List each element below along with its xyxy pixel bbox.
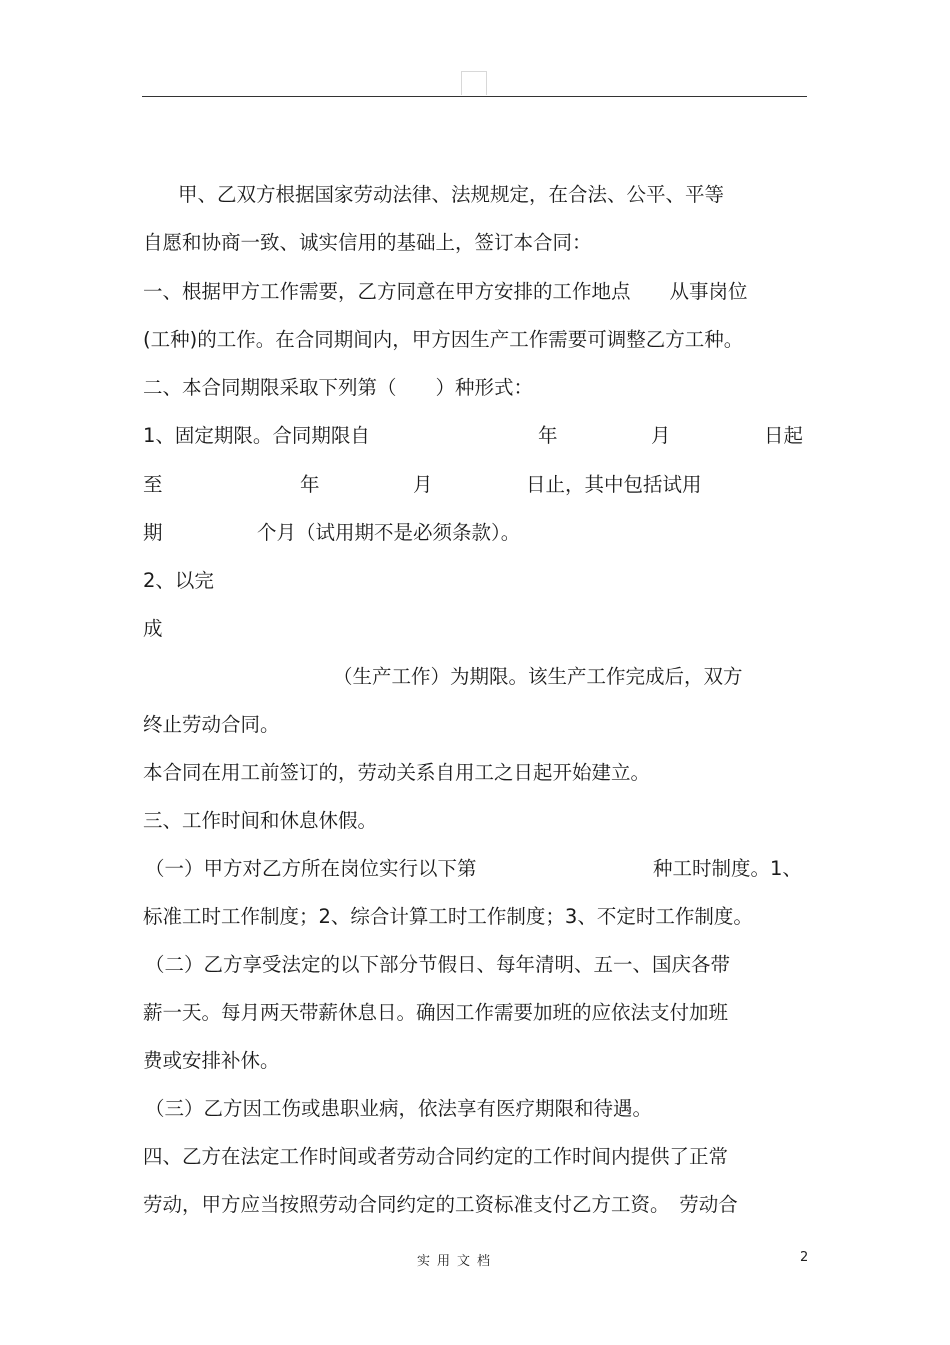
paragraph-line: 种工时制度。1、 [653,857,802,880]
paragraph-line: 本合同在用工前签订的，劳动关系自用工之日起开始建立。 [143,761,651,784]
paragraph-line: 个月（试用期不是必须条款）。 [257,521,521,544]
paragraph-line: 期 [143,521,163,544]
paragraph-line: 1、固定期限。合同期限自 [143,424,370,447]
paragraph-line: （三）乙方因工伤或患职业病，依法享有医疗期限和待遇。 [145,1097,653,1120]
paragraph-line: （一）甲方对乙方所在岗位实行以下第 [145,857,477,880]
paragraph-line: 四、乙方在法定工作时间或者劳动合同约定的工作时间内提供了正常 [143,1145,729,1168]
paragraph-line: 甲、乙双方根据国家劳动法律、法规规定，在合法、公平、平等 [178,183,725,206]
paragraph-line: 2、以完 [143,569,214,592]
paragraph-line: 至 [143,473,163,496]
paragraph-line: 标准工时工作制度；2、综合计算工时工作制度；3、不定时工作制度。 [143,905,753,928]
header-mark [461,71,487,95]
paragraph-line: 费或安排补休。 [143,1049,280,1072]
paragraph-line: 一、根据甲方工作需要，乙方同意在甲方安排的工作地点 从事岗位 [143,280,748,303]
blank-label-month: 月 [651,424,671,447]
paragraph-line: 成 [143,617,163,640]
paragraph-line: 薪一天。每月两天带薪休息日。确因工作需要加班的应依法支付加班 [143,1001,729,1024]
footer-label: 实用文档 [417,1254,498,1269]
blank-label-month: 月 [413,473,433,496]
paragraph-line: 终止劳动合同。 [143,713,280,736]
page-number: 2 [800,1250,809,1265]
paragraph-line: 二、本合同期限采取下列第（ ）种形式： [143,376,534,399]
blank-label-year: 年 [300,473,320,496]
paragraph-line: 劳动，甲方应当按照劳动合同约定的工资标准支付乙方工资。 劳动合 [143,1193,738,1216]
paragraph-line: 自愿和协商一致、诚实信用的基础上，签订本合同： [143,231,592,254]
paragraph-line: （二）乙方享受法定的以下部分节假日、每年清明、五一、国庆各带 [145,953,731,976]
section-heading: 三、工作时间和休息休假。 [143,809,378,832]
blank-label-year: 年 [538,424,558,447]
paragraph-line: (工种)的工作。在合同期间内，甲方因生产工作需要可调整乙方工种。 [143,328,744,351]
paragraph-line: 日止，其中包括试用 [526,473,702,496]
paragraph-line: （生产工作）为期限。该生产工作完成后，双方 [333,665,743,688]
header-rule [142,96,807,97]
blank-label-day: 日起 [764,424,804,447]
